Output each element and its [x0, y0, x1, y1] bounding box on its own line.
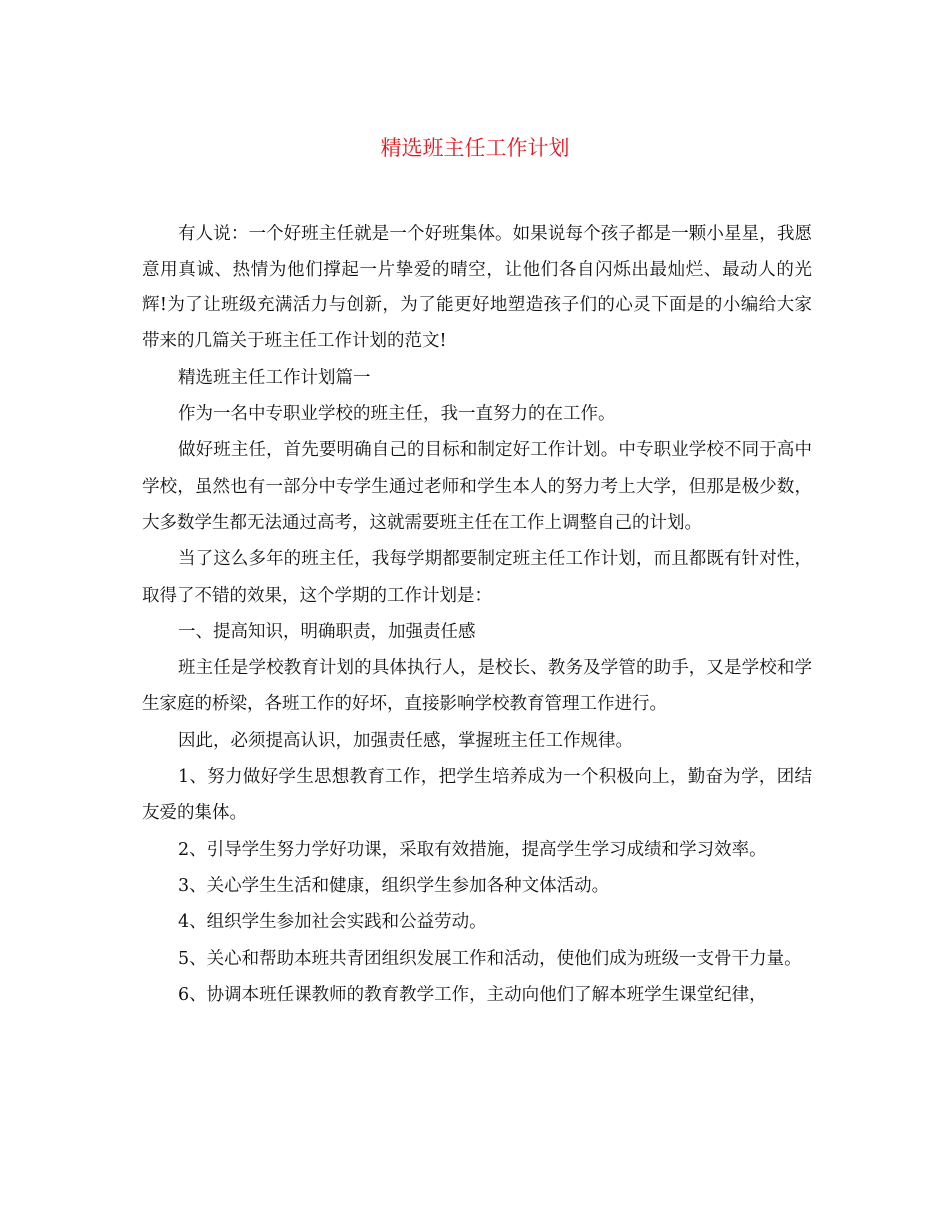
list-item: 3、关心学生生活和健康，组织学生参加各种文体活动。 [178, 875, 610, 896]
list-item: 4、组织学生参加社会实践和公益劳动。 [178, 912, 487, 933]
paragraph-intro: 有人说：一个好班主任就是一个好班集体。如果说每个孩子都是一颗小星星，我愿意用真诚、热情为他们撑起一片挚爱的晴空，让他们各自闪烁出最灿烂、最动人的光辉!为了让班级充满活力与创新，为了能更好地塑造孩子们的心灵下面是的小编给大家带来的几篇关于班主任工作计划的范文! [142, 224, 812, 352]
document-title: 精选班主任工作计划 [380, 136, 570, 160]
paragraph: 作为一名中专职业学校的班主任，我一直努力的在工作。 [178, 404, 616, 425]
paragraph: 班主任是学校教育计划的具体执行人，是校长、教务及学管的助手，又是学校和学生家庭的桥梁，各班工作的好坏，直接影响学校教育管理工作进行。 [142, 658, 812, 715]
list-item: 2、引导学生努力学好功课，采取有效措施，提高学生学习成绩和学习效率。 [178, 839, 767, 860]
paragraph: 当了这么多年的班主任，我每学期都要制定班主任工作计划，而且都既有针对性，取得了不错的效果，这个学期的工作计划是： [142, 549, 812, 606]
list-item: 1、努力做好学生思想教育工作，把学生培养成为一个积极向上，勤奋为学，团结友爱的集体。 [142, 767, 812, 824]
document-body [142, 217, 812, 1013]
section-heading: 一、提高知识，明确职责，加强责任感 [178, 621, 476, 642]
section-heading-part-one: 精选班主任工作计划篇一 [178, 367, 371, 388]
list-item: 6、协调本班任课教师的教育教学工作，主动向他们了解本班学生课堂纪律， [178, 984, 767, 1005]
paragraph: 因此，必须提高认识，加强责任感，掌握班主任工作规律。 [178, 730, 633, 751]
list-item: 5、关心和帮助本班共青团组织发展工作和活动，使他们成为班级一支骨干力量。 [178, 948, 802, 969]
paragraph: 做好班主任，首先要明确自己的目标和制定好工作计划。中专职业学校不同于高中学校，虽然也有一部分中专学生通过老师和学生本人的努力考上大学，但那是极少数，大多数学生都无法通过高考，这就需要班主任在工作上调整自己的计划。 [142, 440, 812, 533]
